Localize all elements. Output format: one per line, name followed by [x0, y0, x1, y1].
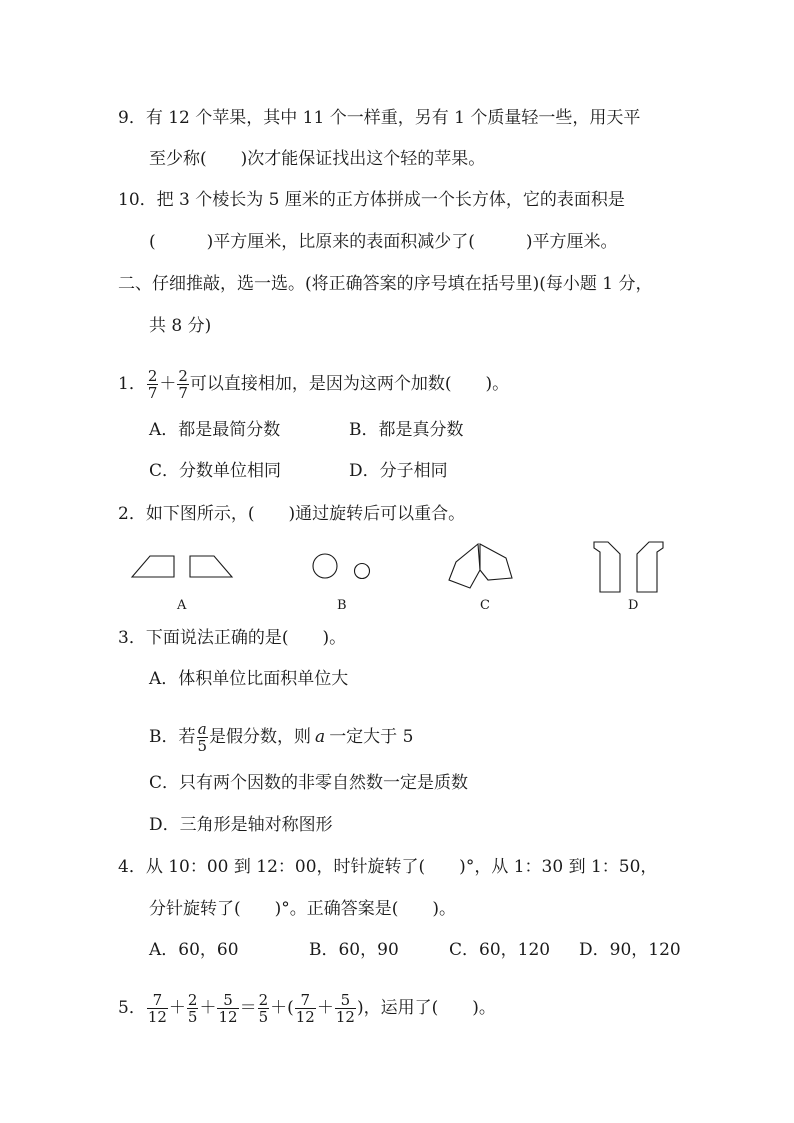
- fraction-2-7-a: [147, 368, 159, 401]
- fraction-numerator: 7: [147, 992, 168, 1009]
- plus-sign: ＋: [199, 998, 217, 1018]
- mc-question-4-line-2: 分针旋转了( )°。正确答案是( )。: [149, 899, 457, 919]
- fraction-5-12: [217, 992, 238, 1025]
- plus-sign: ＋: [159, 374, 177, 394]
- mc-question-1: [118, 368, 509, 401]
- mc3-option-b: [149, 721, 413, 754]
- plus-sign: ＋: [168, 998, 186, 1018]
- mc-question-5: [118, 992, 496, 1025]
- fraction-denominator: 12: [147, 1008, 167, 1026]
- mc1-option-d: D．分子相同: [349, 461, 448, 481]
- fraction-denominator: 5: [187, 1008, 198, 1026]
- fraction-denominator: 7: [147, 384, 158, 402]
- fraction-2-5: [187, 992, 199, 1025]
- figure-b-circles: [310, 552, 375, 582]
- fraction-denominator: 5: [258, 1008, 269, 1026]
- mc1-option-c: C．分数单位相同: [149, 461, 282, 481]
- figure-a-label: A: [177, 598, 187, 613]
- fraction-numerator: 5: [217, 992, 238, 1009]
- figure-b-label: B: [337, 598, 347, 613]
- mc-question-3: 3．下面说法正确的是( )。: [118, 628, 347, 648]
- section-2-title-line-1: 二、仔细推敲，选一选。(将正确答案的序号填在括号里)(每小题 1 分，: [118, 274, 653, 294]
- figure-c-label: C: [480, 598, 490, 613]
- equals-sign: ＝: [239, 998, 257, 1018]
- mc3-option-b-middle: 是假分数，则: [209, 727, 312, 747]
- mc4-option-b: B．60，90: [309, 940, 399, 960]
- question-9-line-2: 至少称( )次才能保证找出这个轻的苹果。: [149, 149, 486, 169]
- fraction-denominator: 12: [295, 1008, 315, 1026]
- mc1-option-b: B．都是真分数: [349, 420, 464, 440]
- plus-open-paren: ＋(: [270, 998, 294, 1018]
- fraction-2-5: [258, 992, 270, 1025]
- mc4-option-c: C．60，120: [449, 940, 551, 960]
- question-10-line-2: ( )平方厘米，比原来的表面积减少了( )平方厘米。: [149, 232, 618, 252]
- section-2-title-line-2: 共 8 分): [149, 316, 212, 336]
- figure-a-trapezoids: [128, 552, 238, 582]
- mc3-option-d: D．三角形是轴对称图形: [149, 815, 333, 835]
- fraction-a-over-5: [197, 721, 209, 754]
- mc3-option-b-suffix: 一定大于 5: [329, 727, 414, 747]
- mc3-option-b-prefix: B．若: [149, 727, 196, 747]
- mc5-text: )，运用了( )。: [356, 998, 496, 1018]
- fraction-numerator: a: [197, 720, 207, 738]
- fraction-denominator: 12: [335, 1008, 355, 1026]
- fraction-numerator: 7: [295, 992, 316, 1009]
- mc4-option-d: D．90，120: [579, 940, 681, 960]
- fraction-numerator: 5: [335, 992, 356, 1009]
- figure-d-label: D: [628, 598, 639, 613]
- figure-d-shapes: [590, 540, 670, 595]
- fraction-numerator: 2: [258, 991, 269, 1009]
- fraction-denominator: 7: [178, 384, 188, 402]
- mc4-option-a: A．60，60: [149, 940, 239, 960]
- fraction-2-7-b: [177, 368, 189, 401]
- fraction-5-12: [335, 992, 356, 1025]
- figure-c-pentagons: [446, 542, 518, 592]
- variable-a: a: [315, 727, 326, 747]
- mc1-number: 1．: [118, 374, 146, 394]
- mc3-option-a: A．体积单位比面积单位大: [149, 669, 349, 689]
- fraction-denominator: 12: [218, 1008, 238, 1026]
- question-9-line-1: 9．有 12 个苹果，其中 11 个一样重，另有 1 个质量轻一些，用天平: [118, 108, 641, 128]
- fraction-numerator: 2: [147, 367, 158, 385]
- mc1-option-a: A．都是最简分数: [149, 420, 281, 440]
- question-10-line-1: 10．把 3 个棱长为 5 厘米的正方体拼成一个长方体，它的表面积是: [118, 190, 625, 210]
- mc-question-4-line-1: 4．从 10：00 到 12：00，时针旋转了( )°，从 1：30 到 1：50，: [118, 857, 658, 877]
- fraction-denominator: 5: [197, 737, 208, 755]
- fraction-7-12: [147, 992, 168, 1025]
- mc5-number: 5．: [118, 998, 146, 1018]
- fraction-numerator: 2: [187, 991, 198, 1009]
- plus-sign: ＋: [316, 998, 334, 1018]
- fraction-7-12: [295, 992, 316, 1025]
- mc3-option-c: C．只有两个因数的非零自然数一定是质数: [149, 773, 469, 793]
- mc1-text: 可以直接相加，是因为这两个加数( )。: [189, 374, 510, 394]
- mc-question-2: 2．如下图所示，( )通过旋转后可以重合。: [118, 504, 466, 524]
- fraction-numerator: 2: [178, 367, 188, 385]
